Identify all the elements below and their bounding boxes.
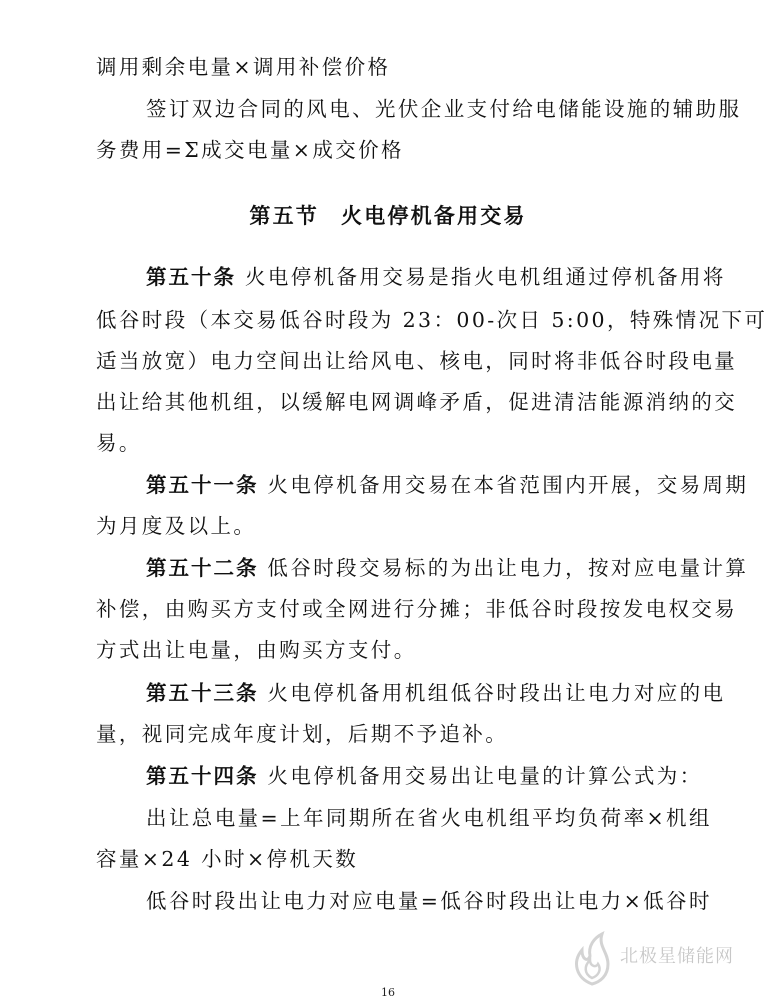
text-line: 调用剩余电量×调用补偿价格 <box>96 55 391 79</box>
watermark-text: 北极星储能网 <box>620 946 734 967</box>
section-title: 火电停机备用交易 <box>341 204 527 228</box>
formula-line: 低谷时段出让电力对应电量=低谷时段出让电力×低谷时 <box>146 889 712 913</box>
formula-line: 容量×24 小时×停机天数 <box>96 847 359 871</box>
text-line: 易。 <box>96 431 142 455</box>
watermark <box>562 930 762 990</box>
article-51-line-1 <box>0 471 776 499</box>
text-line: 补偿，由购买方支付或全网进行分摊；非低谷时段按发电权交易 <box>96 597 738 621</box>
article-label: 第五十二条 <box>146 556 259 580</box>
text-line: 务费用=Σ成交电量×成交价格 <box>96 138 404 162</box>
article-text: 火电停机备用交易在本省范围内开展，交易周期 <box>267 473 749 497</box>
page-number: 16 <box>381 986 395 999</box>
article-52-line-1 <box>0 554 776 582</box>
text-line: 出让给其他机组，以缓解电网调峰矛盾，促进清洁能源消纳的交 <box>96 390 738 414</box>
article-text: 低谷时段交易标的为出让电力，按对应电量计算 <box>267 556 749 580</box>
text-line: 方式出让电量，由购买方支付。 <box>96 638 417 662</box>
article-54-line-1 <box>0 762 776 790</box>
article-label: 第五十三条 <box>146 681 259 705</box>
article-text: 火电停机备用交易出让电量的计算公式为： <box>267 764 703 788</box>
text-line: 低谷时段（本交易低谷时段为 23：00-次日 5:00，特殊情况下可 <box>96 308 768 332</box>
article-text: 火电停机备用机组低谷时段出让电力对应的电 <box>267 681 726 705</box>
text-line: 为月度及以上。 <box>96 514 257 538</box>
article-53-line-1 <box>0 679 776 707</box>
section-number: 第五节 <box>249 204 319 228</box>
text-line: 量，视同完成年度计划，后期不予追补。 <box>96 722 509 746</box>
article-text: 火电停机备用交易是指火电机组通过停机备用将 <box>244 265 726 289</box>
article-label: 第五十一条 <box>146 473 259 497</box>
formula-line: 出让总电量=上年同期所在省火电机组平均负荷率×机组 <box>146 806 712 830</box>
section-heading <box>0 200 776 230</box>
text-line: 签订双边合同的风电、光伏企业支付给电储能设施的辅助服 <box>146 97 742 121</box>
flame-logo-icon <box>562 930 622 990</box>
article-label: 第五十条 <box>146 265 236 289</box>
article-label: 第五十四条 <box>146 764 259 788</box>
article-50-line-1 <box>0 263 776 291</box>
text-line: 适当放宽）电力空间出让给风电、核电，同时将非低谷时段电量 <box>96 349 738 373</box>
